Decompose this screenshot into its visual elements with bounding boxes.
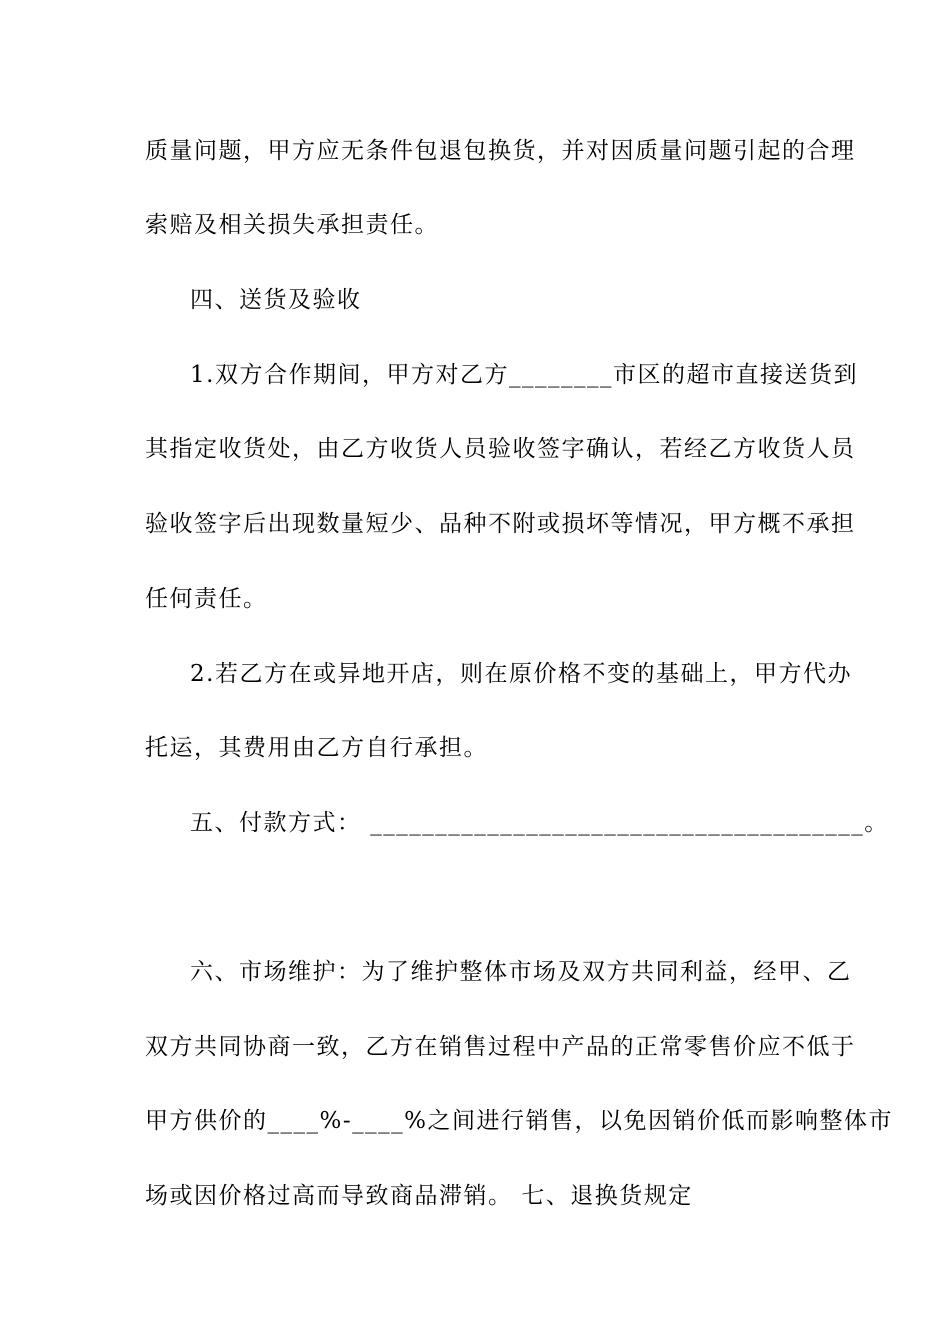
paragraph-line: 验收签字后出现数量短少、品种不附或损坏等情况，甲方概不承担 xyxy=(145,511,856,537)
paragraph-line: 其指定收货处，由乙方收货人员验收签字确认，若经乙方收货人员 xyxy=(145,436,856,462)
paragraph-line: 1.双方合作期间，甲方对乙方________市区的超市直接送货到 xyxy=(190,362,858,388)
section-heading-payment: 五、付款方式： ______________________________________。 xyxy=(190,810,889,836)
section-heading: 四、送货及验收 xyxy=(190,287,362,313)
paragraph-line: 场或因价格过高而导致商品滞销。 七、退换货规定 xyxy=(145,1183,693,1209)
paragraph-line: 甲方供价的____%-____%之间进行销售，以免因销价低而影响整体市 xyxy=(145,1108,893,1134)
paragraph-line: 任何责任。 xyxy=(145,586,268,612)
paragraph-line: 托运，其费用由乙方自行承担。 xyxy=(145,735,488,761)
paragraph-line: 质量问题，甲方应无条件包退包换货，并对因质量问题引起的合理 xyxy=(145,138,856,164)
paragraph-line: 2.若乙方在或异地开店，则在原价格不变的基础上，甲方代办 xyxy=(190,661,852,687)
paragraph-line: 双方共同协商一致，乙方在销售过程中产品的正常零售价应不低于 xyxy=(145,1034,856,1060)
paragraph-line: 索赔及相关损失承担责任。 xyxy=(145,212,439,238)
section-heading-market: 六、市场维护：为了维护整体市场及双方共同利益，经甲、乙 xyxy=(190,959,852,985)
